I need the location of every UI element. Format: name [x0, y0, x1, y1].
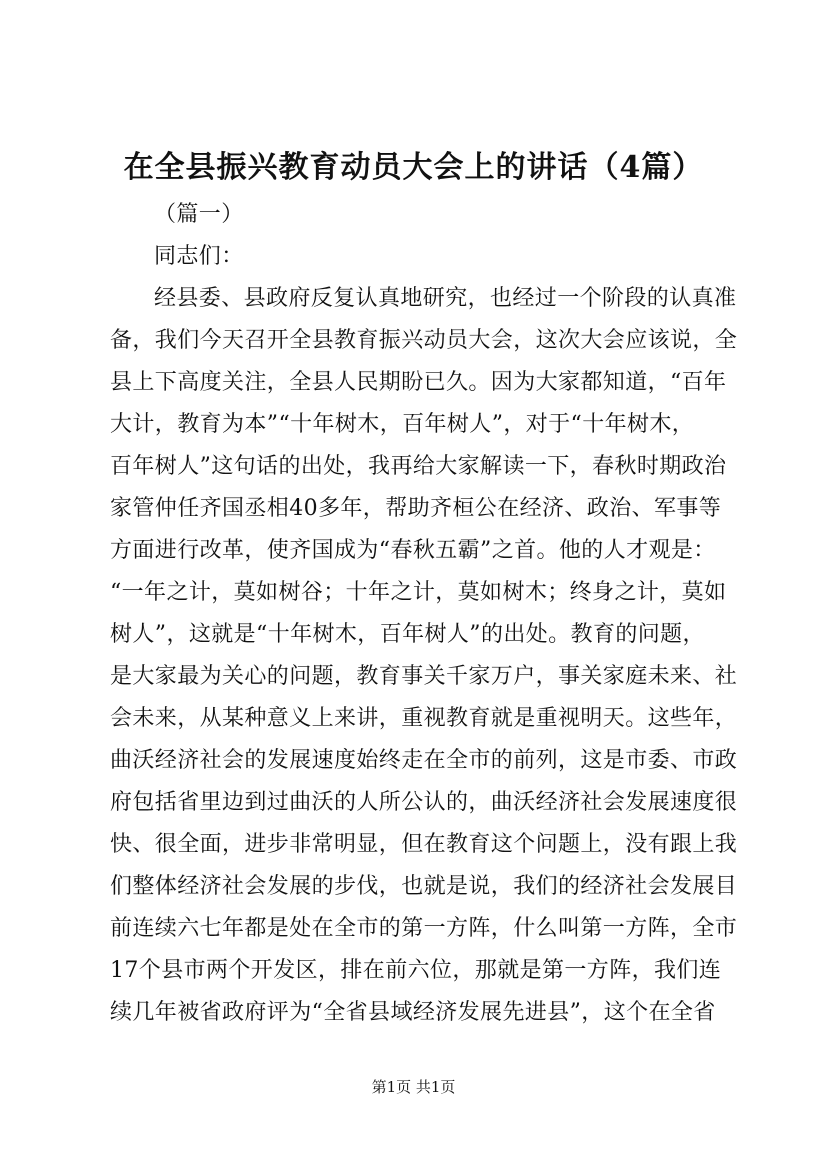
body-line: 备，我们今天召开全县教育振兴动员大会，这次大会应该说，全: [110, 328, 738, 353]
body-line: 快、很全面，进步非常明显，但在教育这个问题上，没有跟上我: [110, 832, 738, 857]
body-line: 大计，教育为本”“十年树木，百年树人”，对于“十年树木，: [110, 412, 695, 437]
body-line: 续几年被省政府评为“全省县域经济发展先进县”，这个在全省: [110, 1000, 716, 1025]
body-line: 家管仲任齐国丞相40多年，帮助齐桓公在经济、政治、军事等: [110, 496, 722, 521]
document-title: 在全县振兴教育动员大会上的讲话（4篇）: [123, 150, 704, 185]
body-line: 县上下高度关注，全县人民期盼已久。因为大家都知道，“百年: [110, 370, 727, 395]
body-line: 是大家最为关心的问题，教育事关千家万户，事关家庭未来、社: [110, 664, 738, 689]
body-line: 百年树人”这句话的出处，我再给大家解读一下，春秋时期政治: [110, 454, 727, 479]
body-line: 前连续六七年都是处在全市的第一方阵，什么叫第一方阵，全市: [110, 916, 738, 941]
body-line: 们整体经济社会发展的步伐，也就是说，我们的经济社会发展目: [110, 874, 738, 899]
body-line: 树人”，这就是“十年树木，百年树人”的出处。教育的问题，: [110, 622, 705, 647]
salutation: 同志们：: [154, 244, 244, 269]
body-line: “一年之计，莫如树谷；十年之计，莫如树木；终身之计，莫如: [110, 580, 727, 605]
page-footer: 第1页 共1页: [371, 1078, 456, 1096]
body-line: 方面进行改革，使齐国成为“春秋五霸”之首。他的人才观是：: [110, 538, 716, 563]
body-line: 经县委、县政府反复认真地研究，也经过一个阶段的认真准: [154, 286, 737, 311]
body-line: 会未来，从某种意义上来讲，重视教育就是重视明天。这些年，: [110, 706, 738, 731]
section-label: （篇一）: [154, 202, 244, 227]
body-line: 17个县市两个开发区，排在前六位，那就是第一方阵，我们连: [110, 958, 722, 983]
body-line: 曲沃经济社会的发展速度始终走在全市的前列，这是市委、市政: [110, 748, 738, 773]
body-line: 府包括省里边到过曲沃的人所公认的，曲沃经济社会发展速度很: [110, 790, 738, 815]
